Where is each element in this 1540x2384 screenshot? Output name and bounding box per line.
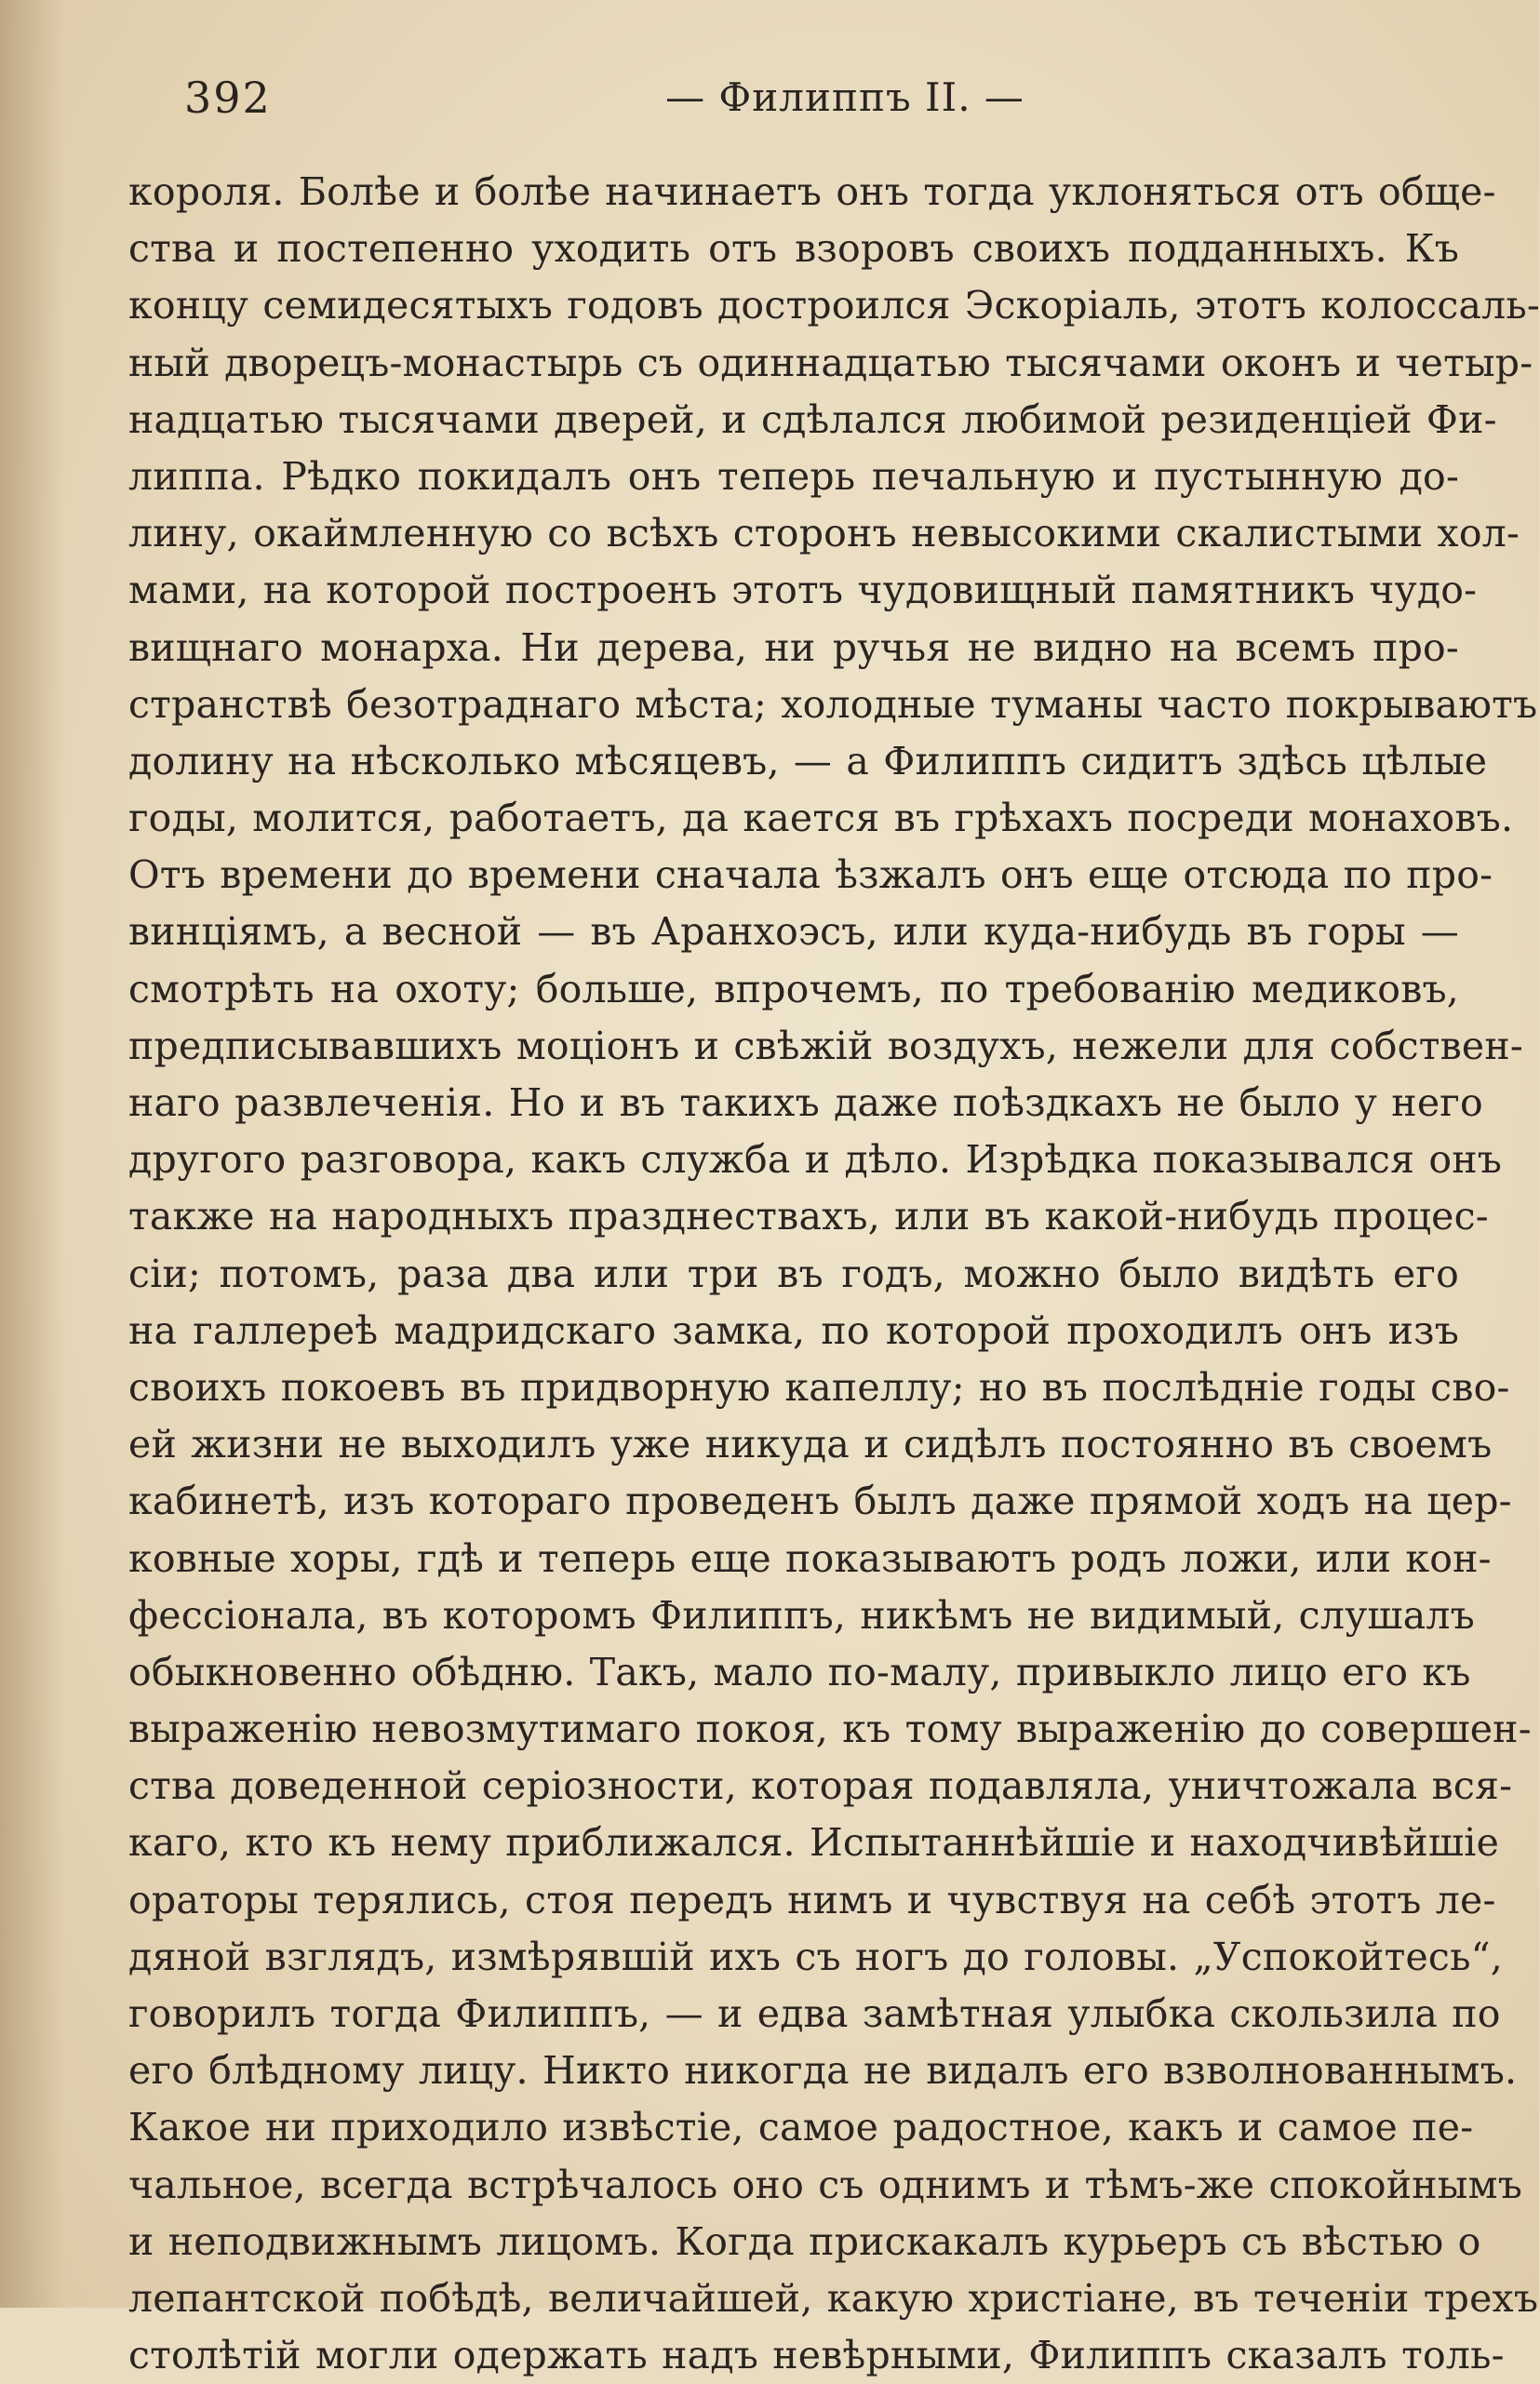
- text-line: выраженію невозмутимаго покоя, къ тому выраженію до совершен-: [128, 1707, 1532, 1752]
- text-line: лепантской побѣдѣ, величайшей, какую христіане, въ теченіи трехъ: [128, 2275, 1539, 2321]
- text-line: годы, молится, работаетъ, да кается въ грѣхахъ посреди монаховъ.: [128, 796, 1514, 841]
- text-line: ства и постепенно уходить отъ взоровъ своихъ подданныхъ. Къ: [128, 226, 1459, 272]
- running-title: — Филиппъ II. —: [665, 74, 1024, 120]
- text-line: говорилъ тогда Филиппъ, — и едва замѣтная улыбка скользила по: [128, 1991, 1501, 2036]
- page-gutter-shadow: [0, 0, 65, 2308]
- text-line: ораторы терялись, стоя передъ нимъ и чувствуя на себѣ этотъ ле-: [128, 1877, 1496, 1922]
- text-line: предписывавшихъ моціонъ и свѣжій воздухъ, нежели для собствен-: [128, 1023, 1523, 1068]
- text-line: Отъ времени до времени сначала ѣзжалъ онъ еще отсюда по про-: [128, 852, 1493, 898]
- text-line: кабинетѣ, изъ котораго проведенъ былъ даже прямой ходъ на цер-: [128, 1479, 1512, 1524]
- text-line: винціямъ, а весной — въ Аранхоэсъ, или куда-нибудь въ горы —: [128, 909, 1459, 955]
- text-line: сіи; потомъ, раза два или три въ годъ, можно было видѣть его: [128, 1251, 1459, 1296]
- text-line: ковные хоры, гдѣ и теперь еще показываютъ родъ ложи, или кон-: [128, 1535, 1492, 1581]
- text-line: ей жизни не выходилъ уже никуда и сидѣлъ постоянно въ своемъ: [128, 1422, 1493, 1467]
- text-line: его блѣдному лицу. Никто никогда не видалъ его взволнованнымъ.: [128, 2048, 1518, 2094]
- text-line: ства доведенной серіозности, которая подавляла, уничтожала вся-: [128, 1763, 1513, 1809]
- text-line: ный дворецъ-монастырь съ одиннадцатью тысячами оконъ и четыр-: [128, 340, 1533, 385]
- page-header: [184, 73, 1352, 138]
- text-line: каго, кто къ нему приближался. Испытаннѣйшіе и находчивѣйшіе: [128, 1820, 1500, 1866]
- text-line: и неподвижнымъ лицомъ. Когда прискакалъ курьеръ съ вѣстью о: [128, 2218, 1481, 2264]
- text-line: дяной взглядъ, измѣрявшій ихъ съ ногъ до головы. „Успокойтесь“,: [128, 1934, 1503, 1979]
- text-line: мами, на которой построенъ этотъ чудовищный памятникъ чудо-: [128, 568, 1478, 613]
- text-line: также на народныхъ празднествахъ, или въ какой-нибудь процес-: [128, 1194, 1489, 1239]
- text-line: своихъ покоевъ въ придворную капеллу; но въ послѣдніе годы сво-: [128, 1364, 1510, 1410]
- text-line: надцатью тысячами дверей, и сдѣлался любимой резиденціей Фи-: [128, 396, 1497, 442]
- text-line: странствѣ безотраднаго мѣста; холодные туманы часто покрываютъ: [128, 681, 1538, 727]
- text-line: вищнаго монарха. Ни дерева, ни ручья не видно на всемъ про-: [128, 624, 1459, 670]
- text-line: Какое ни приходило извѣстіе, самое радостное, какъ и самое пе-: [128, 2105, 1474, 2150]
- text-line: долину на нѣсколько мѣсяцевъ, — а Филиппъ сидитъ здѣсь цѣлые: [128, 738, 1488, 784]
- text-line: на галлереѣ мадридскаго замка, по которой проходилъ онъ изъ: [128, 1307, 1459, 1353]
- text-line: короля. Болѣе и болѣе начинаетъ онъ тогда уклоняться отъ обще-: [128, 169, 1496, 214]
- text-line: лину, окаймленную со всѣхъ сторонъ невысокими скалистыми хол-: [128, 511, 1520, 556]
- text-line: смотрѣть на охоту; больше, впрочемъ, по требованію медиковъ,: [128, 966, 1459, 1011]
- text-line: концу семидесятыхъ годовъ достроился Эскоріаль, этотъ колоссаль-: [128, 283, 1540, 328]
- body-text: [128, 164, 1540, 2384]
- page-number: 392: [184, 73, 272, 123]
- text-line: наго развлеченія. Но и въ такихъ даже поѣздкахъ не было у него: [128, 1080, 1483, 1125]
- text-line: столѣтій могли одержать надъ невѣрными, Филиппъ сказалъ толь-: [128, 2333, 1505, 2378]
- text-line: фессіонала, въ которомъ Филиппъ, никѣмъ не видимый, слушалъ: [128, 1592, 1475, 1638]
- text-line: липпа. Рѣдко покидалъ онъ теперь печальную и пустынную до-: [128, 453, 1459, 499]
- text-line: обыкновенно обѣдню. Такъ, мало по-малу, привыкло лицо его къ: [128, 1649, 1471, 1694]
- text-line: чальное, всегда встрѣчалось оно съ однимъ и тѣмъ-же спокойнымъ: [128, 2162, 1523, 2207]
- text-line: другого разговора, какъ служба и дѣло. Изрѣдка показывался онъ: [128, 1137, 1503, 1183]
